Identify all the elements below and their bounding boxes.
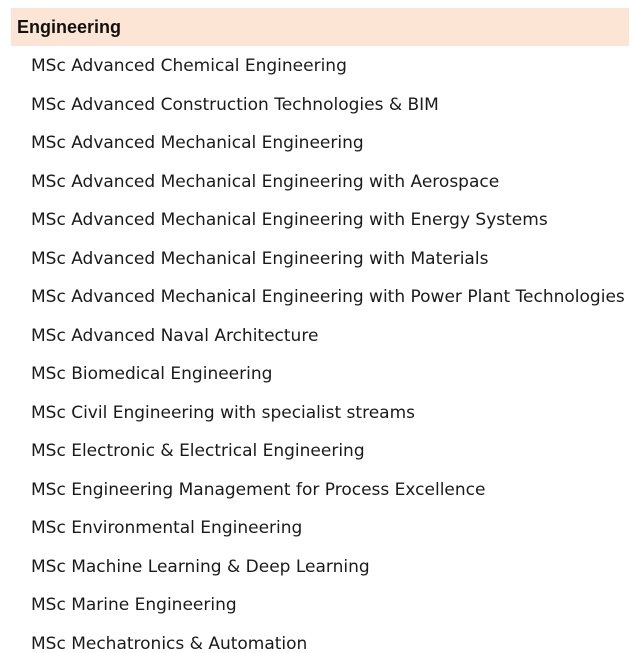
program-item[interactable]: MSc Advanced Mechanical Engineering with Aerospace [31, 171, 500, 192]
program-item[interactable]: MSc Electronic & Electrical Engineering [31, 441, 365, 462]
program-item[interactable]: MSc Advanced Mechanical Engineering [31, 133, 364, 154]
program-item[interactable]: MSc Advanced Mechanical Engineering with Energy Systems [31, 210, 548, 231]
program-item[interactable]: MSc Environmental Engineering [31, 518, 303, 539]
program-item[interactable]: MSc Advanced Construction Technologies & BIM [31, 94, 439, 115]
program-item[interactable]: MSc Advanced Naval Architecture [31, 325, 319, 346]
program-item[interactable]: MSc Advanced Mechanical Engineering with Power Plant Technologies [31, 287, 625, 308]
program-item[interactable]: MSc Biomedical Engineering [31, 364, 273, 385]
program-list [0, 47, 635, 653]
category-header-engineering: Engineering [11, 8, 629, 46]
program-item[interactable]: MSc Advanced Chemical Engineering [31, 56, 347, 77]
program-item[interactable]: MSc Advanced Mechanical Engineering with Materials [31, 248, 489, 269]
program-item[interactable]: MSc Civil Engineering with specialist streams [31, 402, 415, 423]
program-item[interactable]: MSc Marine Engineering [31, 595, 237, 616]
program-item[interactable]: MSc Engineering Management for Process Excellence [31, 479, 486, 500]
program-item[interactable]: MSc Machine Learning & Deep Learning [31, 556, 370, 577]
program-item[interactable]: MSc Mechatronics & Automation [31, 633, 308, 653]
